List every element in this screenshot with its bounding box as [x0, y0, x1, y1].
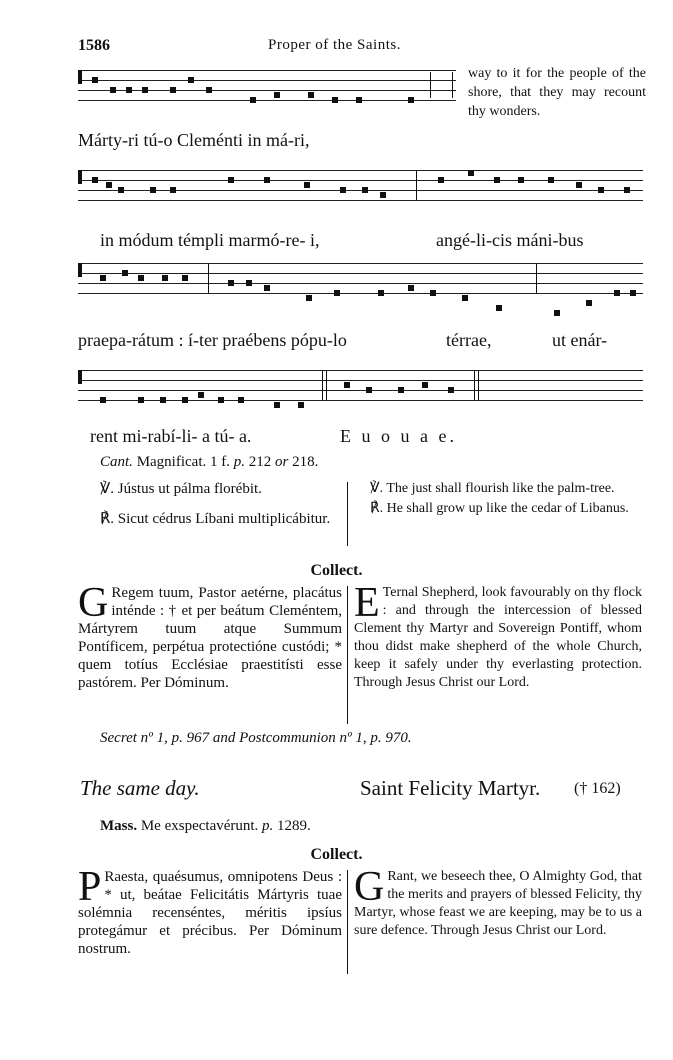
feast-date: († 162) — [574, 780, 621, 797]
collect-latin-2: P Raesta, quaésumus, omnipotens Deus : * ut, beátae Felicitátis Mártyris tuae solémnia recenséntes, méritis ipsíus protegámur et précibus. Per Dóminum nostrum. — [78, 864, 342, 957]
lyrics-line-3c: ut enár- — [552, 330, 608, 350]
lyrics-line-2: in módum témpli marmó-re- i, — [100, 230, 320, 250]
lyrics-line-4b: E u o u a e. — [340, 426, 457, 446]
collect-heading-2: Collect. — [310, 846, 363, 863]
versicle-english: ℣. The just shall flourish like the palm-tree. ℟. He shall grow up like the cedar of Libanus. — [370, 481, 629, 516]
divider — [347, 482, 348, 546]
collect-english-2: G Rant, we beseech thee, O Almighty God, that the merits and prayers of blessed Felicity, thy Martyr, whose feast we are keeping, may be to us a sure defence. Through Jesus Christ our Lord. — [354, 864, 642, 938]
chant-staff-2 — [78, 170, 643, 200]
feast-day-label: The same day. — [80, 776, 200, 800]
collect-latin-1: G Regem tuum, Pastor aetérne, placátus inténde : † et per beátum Cleméntem, Mártyrem tuum atque Summum Pontíficem, perpétua protectióne custódi; * quem totíus Ecclésiae praestitísti esse pastórem. Per Dóminum. — [78, 580, 342, 691]
feast-title: Saint Felicity Martyr. — [360, 776, 541, 800]
chant-staff-4 — [78, 370, 643, 400]
divider — [347, 870, 348, 974]
running-title: Proper of the Saints. — [268, 37, 401, 53]
chant-staff-3 — [78, 263, 643, 293]
lyrics-line-1: Márty-ri tú-o Cleménti in má-ri, — [78, 130, 310, 150]
lyrics-line-4: rent mi-rabí-li- a tú- a. — [90, 426, 252, 446]
mass-reference: Mass. Me exspectavérunt. p. 1289. — [100, 818, 311, 834]
chant-staff-1 — [78, 70, 456, 100]
lyrics-line-2b: angé-li-cis máni-bus — [436, 230, 584, 250]
canticle-reference: Cant. Magnificat. 1 f. p. 212 or 218. — [100, 454, 319, 470]
lyrics-line-3b: térrae, — [446, 330, 492, 350]
lyrics-line-3: praepa-rátum : í-ter praébens pópu-lo — [78, 330, 347, 350]
collect-english-1: E Ternal Shepherd, look favourably on thy flock : and through the intercession of blessed Clement thy Martyr and Sovereign Pontiff, whom thou didst make shepherd of the whole Church, keep it safely under thy everlasting protection. Through Jesus Christ our Lord. — [354, 580, 642, 690]
divider — [347, 586, 348, 724]
page-number: 1586 — [78, 37, 110, 54]
collect-heading-1: Collect. — [310, 562, 363, 579]
versicle-latin: ℣. Jústus ut pálma florébit. ℟. Sicut cédrus Líbani multiplicábitur. — [100, 481, 331, 527]
side-translation: way to it for the people of the shore, that they may recount thy wonders. — [468, 66, 646, 119]
secret-reference: Secret nº 1, p. 967 and Postcommunion nº 1, p. 970. — [100, 730, 412, 746]
